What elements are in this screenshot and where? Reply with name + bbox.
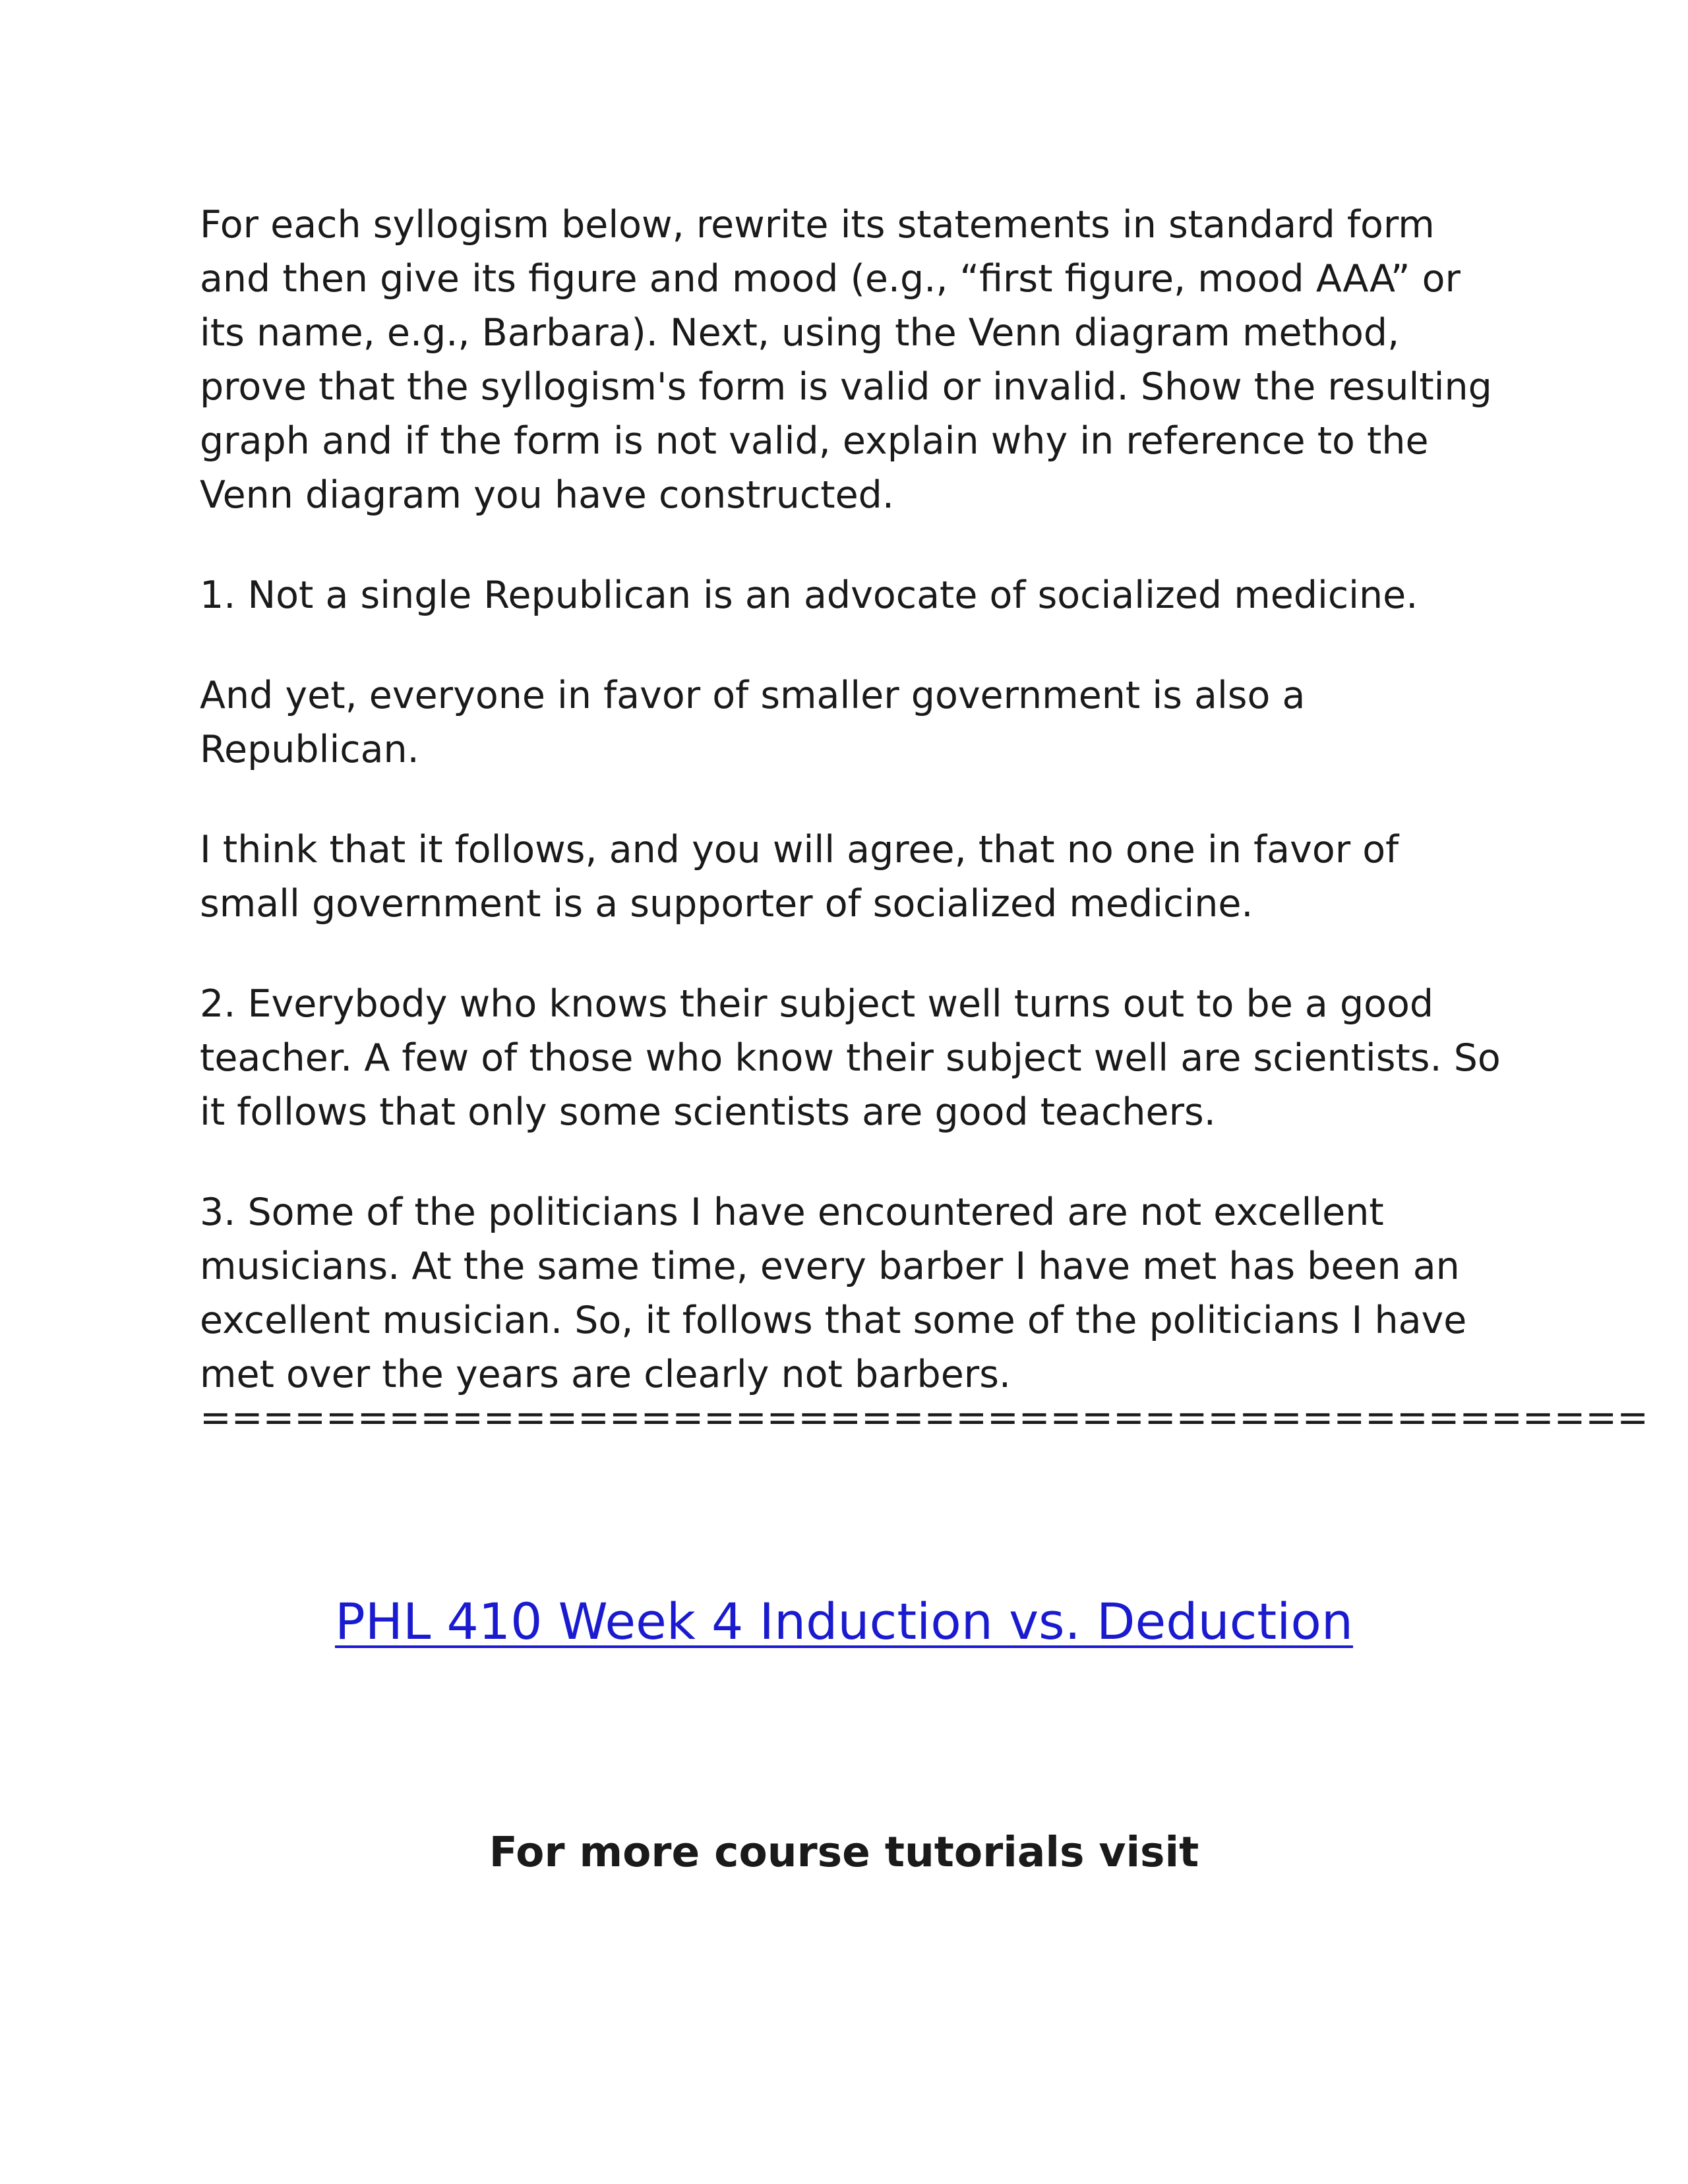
footer-visit-text: For more course tutorials visit bbox=[489, 1828, 1199, 1876]
problem-2-paragraph: 2. Everybody who knows their subject well turns out to be a good teacher. A few of those who know their subject well are scientists. So it follows that only some scientists are good teachers. bbox=[200, 982, 1501, 1134]
problem-1-premise-1: 1. Not a single Republican is an advocate of socialized medicine. bbox=[200, 574, 1418, 617]
instructions-paragraph: For each syllogism below, rewrite its statements in standard form and then give its figure and mood (e.g., “first figure, mood AAA” or its name, e.g., Barbara). Next, using the Venn diagram method, prove that the syllogism's form is valid or invalid. Show the resulting graph and if the form is not valid, explain why in reference to the Venn diagram you have constructed. bbox=[200, 203, 1492, 517]
section-divider: ============================================== bbox=[200, 1396, 1648, 1440]
course-link-container bbox=[0, 1589, 1688, 1655]
problem-3-paragraph: 3. Some of the politicians I have encountered are not excellent musicians. At the same time, every barber I have met has been an excellent musician. So, it follows that some of the politicians I have met over the years are clearly not barbers. bbox=[200, 1191, 1467, 1396]
problem-1-premise-2: And yet, everyone in favor of smaller government is also a Republican. bbox=[200, 674, 1306, 771]
course-title-link[interactable]: PHL 410 Week 4 Induction vs. Deduction bbox=[334, 1592, 1354, 1651]
problem-1-conclusion: I think that it follows, and you will agree, that no one in favor of small government is a supporter of socialized medicine. bbox=[200, 828, 1399, 926]
document-body bbox=[200, 198, 1505, 1448]
